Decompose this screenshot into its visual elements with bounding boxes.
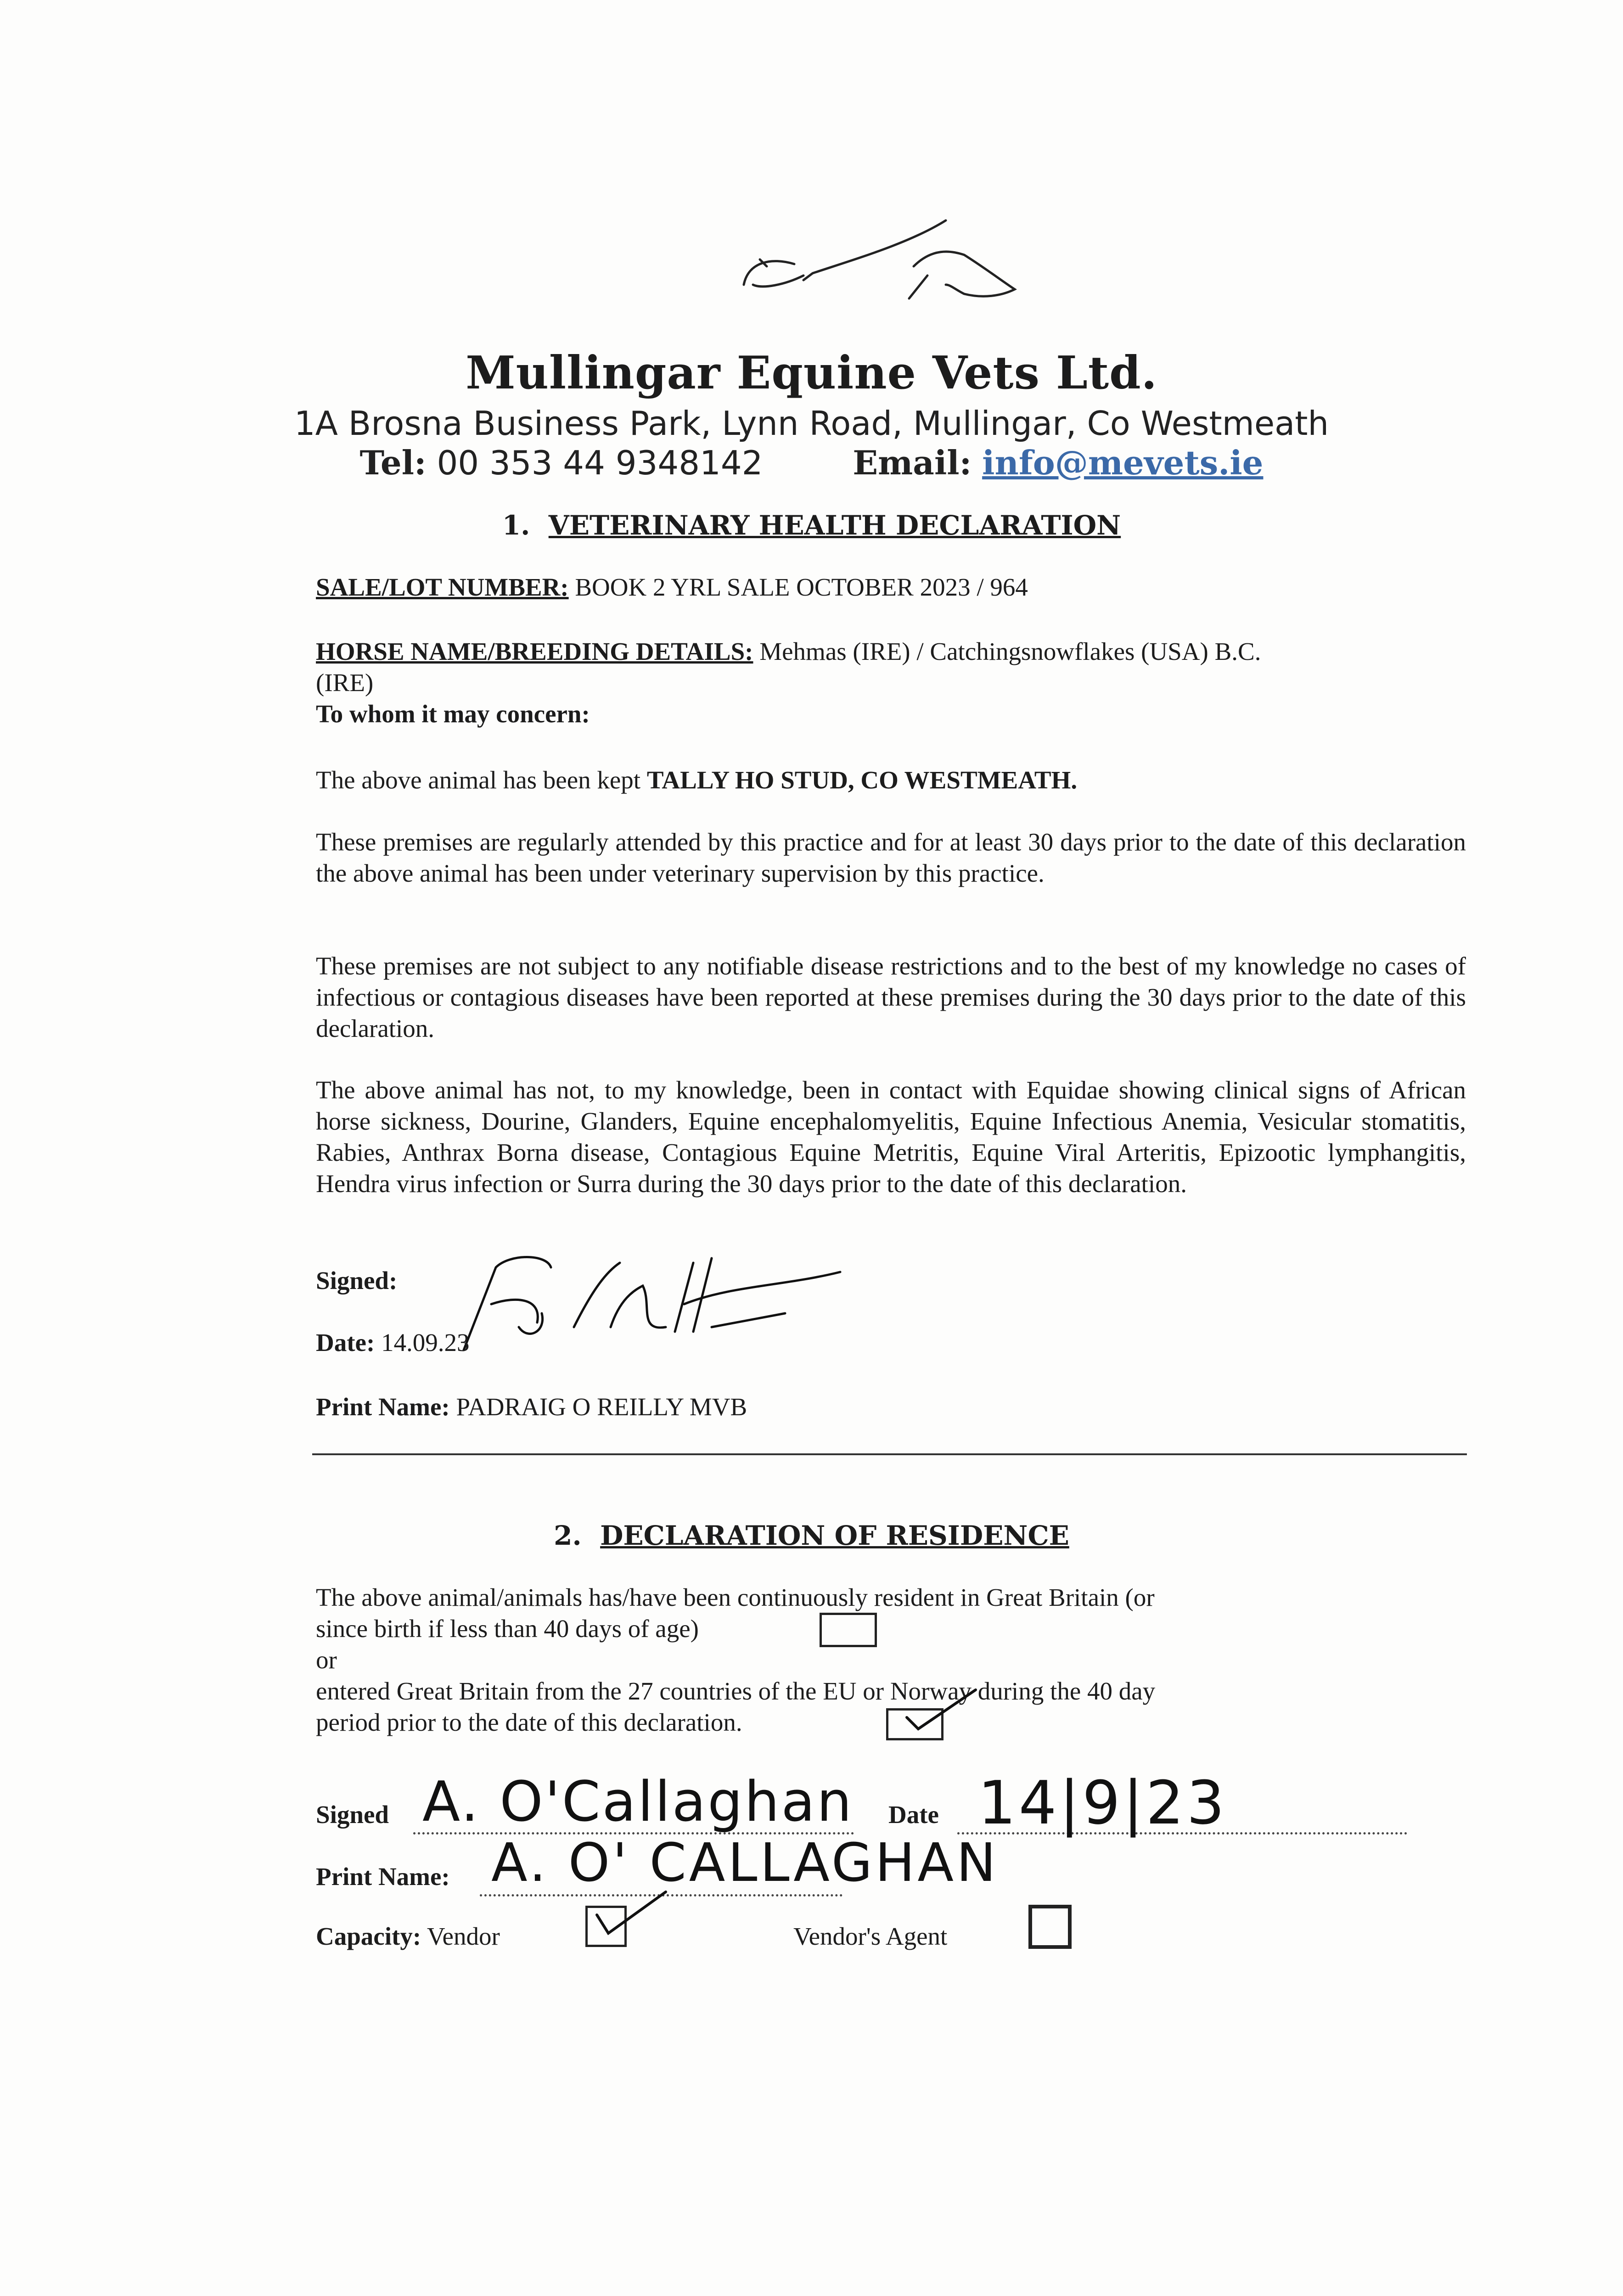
paragraph-supervision: These premises are regularly attended by this practice and for at least 30 days prior to the date of this declaration the above animal has been under veterinary supervision by this practice. — [316, 828, 1466, 887]
vet-date-row — [316, 1327, 1466, 1358]
section-2-title — [0, 1520, 1623, 1551]
vendor-print-value: A. O' CALLAGHAN — [491, 1832, 999, 1894]
vendor-label: Vendor — [427, 1922, 500, 1950]
sale-lot-value: BOOK 2 YRL SALE OCTOBER 2023 / 964 — [575, 573, 1028, 601]
kept-at-row — [316, 765, 1466, 796]
paragraph-contact: The above animal has not, to my knowledge, been in contact with Equidae showing clinical signs of African horse sickness, Dourine, Glanders, Equine encephalomyelitis, Equine Infectious Anemia, Vesicular stomatitis, Rabies, Anthrax Borna disease, Contagious Equine Metritis, Equine Viral Arteritis, Epizootic lymphangitis, Hendra virus infection or Surra during the 30 days prior to the date of this declaration. — [316, 1076, 1466, 1198]
section-2-heading: DECLARATION OF RESIDENCE — [600, 1520, 1069, 1551]
horse-details-value-2: (IRE) — [316, 669, 374, 697]
sale-lot-label: SALE/LOT NUMBER: — [316, 573, 569, 601]
residence-line-2-text: since birth if less than 40 days of age) — [316, 1615, 699, 1643]
vet-print-label: Print Name: — [316, 1393, 450, 1421]
vendor-print-label: Print Name: — [316, 1863, 450, 1891]
vet-date-label: Date: — [316, 1328, 375, 1356]
company-address: 1A Brosna Business Park, Lynn Road, Mullingar, Co Westmeath — [294, 404, 1329, 443]
vet-print-row — [316, 1391, 1466, 1423]
horse-details-label: HORSE NAME/BREEDING DETAILS: — [316, 637, 753, 665]
residence-line-4: period prior to the date of this declaration. — [316, 1708, 742, 1736]
section-1-heading: VETERINARY HEALTH DECLARATION — [548, 510, 1121, 541]
section-2-number: 2. — [554, 1520, 582, 1551]
section-1-title — [0, 510, 1623, 541]
to-whom-heading: To whom it may concern: — [316, 700, 590, 728]
sale-lot-row — [316, 572, 1466, 603]
resident-checkbox[interactable] — [820, 1613, 877, 1647]
vendor-checkmark-icon — [592, 1883, 675, 1947]
kept-at-text: The above animal has been kept — [316, 766, 641, 794]
horse-details-row — [316, 636, 1466, 730]
vendor-agent-label: Vendor's Agent — [793, 1922, 948, 1950]
residence-line-1: The above animal/animals has/have been continuously resident in Great Britain (or — [316, 1583, 1155, 1611]
tel-label: Tel: — [359, 443, 427, 482]
vendor-date-label: Date — [888, 1801, 939, 1829]
vet-date-value: 14.09.23 — [381, 1328, 470, 1356]
vendor-date-value: 14|9|23 — [978, 1768, 1228, 1838]
contact-line — [0, 443, 1623, 482]
vendor-agent-checkbox[interactable] — [1028, 1905, 1072, 1949]
company-name: Mullingar Equine Vets Ltd. — [466, 347, 1157, 400]
kept-at-place: TALLY HO STUD, CO WESTMEATH. — [646, 766, 1078, 794]
email-link[interactable]: info@mevets.ie — [982, 443, 1264, 482]
section-1-number: 1. — [502, 510, 530, 541]
paragraph-restrictions: These premises are not subject to any notifiable disease restrictions and to the best of my knowledge no cases of infectious or contagious diseases have been reported at these premises during the 30 days prior to the date of this declaration. — [316, 952, 1466, 1042]
vet-print-value: PADRAIG O REILLY MVB — [456, 1393, 747, 1421]
tel-value: 00 353 44 9348142 — [437, 444, 763, 482]
capacity-row — [316, 1922, 500, 1951]
section-divider — [312, 1453, 1467, 1455]
vendor-signed-label: Signed — [316, 1801, 389, 1829]
vet-signed-label: Signed: — [316, 1266, 398, 1294]
entered-checkmark-icon — [898, 1681, 989, 1736]
capacity-label: Capacity: — [316, 1922, 421, 1950]
horse-logo-icon — [735, 216, 1028, 326]
horse-details-value: Mehmas (IRE) / Catchingsnowflakes (USA) B.C. — [759, 637, 1261, 665]
residence-line-3: entered Great Britain from the 27 countries of the EU or Norway during the 40 day — [316, 1677, 1156, 1705]
email-label: Email: — [853, 443, 972, 482]
residence-or: or — [316, 1646, 337, 1674]
vendor-signed-value: A. O'Callaghan — [422, 1770, 854, 1834]
residence-line-2 — [316, 1613, 1466, 1644]
